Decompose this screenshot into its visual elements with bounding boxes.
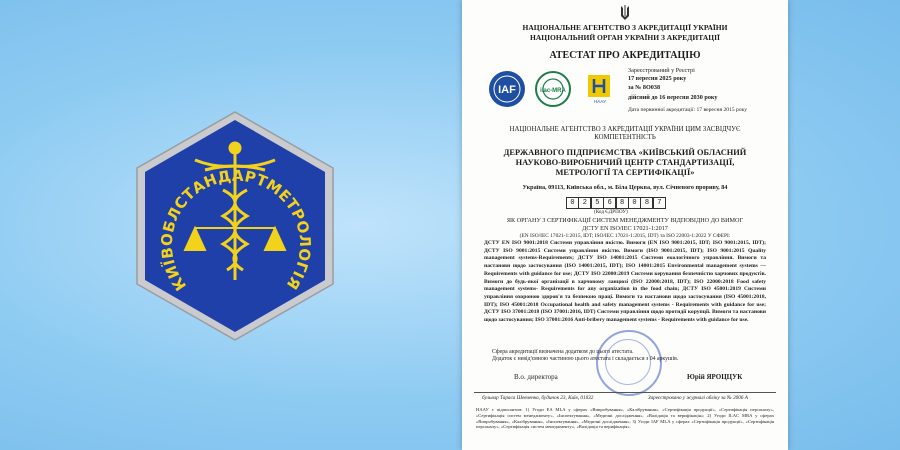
- office-address: бульвар Тараса Шевченка, будинок 23, Київ, 01032: [482, 395, 594, 401]
- registry-note: Зареєстровано у журналі обліку за № 2006 А: [648, 395, 748, 401]
- org-address: Україна, 09113, Київська обл., м. Біла Церква, вул. Січневого прориву, 84: [522, 184, 728, 191]
- org-name-line-1: ДЕРЖАВНОГО ПІДПРИЄМСТВА «КИЇВСЬКИЙ ОБЛАСНИЙ: [503, 148, 747, 157]
- edrpou-code: [566, 197, 665, 209]
- iaf-badge-icon: [488, 70, 526, 108]
- edrpou-digit: 6: [603, 197, 616, 209]
- org-name-line-2: НАУКОВО-ВИРОБНИЧИЙ ЦЕНТР СТАНДАРТИЗАЦІЇ,: [515, 158, 735, 167]
- org-name-line-3: МЕТРОЛОГІЇ ТА СЕРТИФІКАЦІЇ»: [555, 168, 695, 177]
- signer-title: В.о. директора: [514, 373, 558, 381]
- annex-line-2: Додаток є невід'ємною частиною цього атестата і складається з 04 аркушів.: [492, 356, 679, 362]
- nau-badge-icon: [580, 73, 620, 105]
- registered-line: Зареєстрований у Реєстрі: [628, 67, 695, 74]
- annex-line-1: Сфера акредитації визначена додатком до цього атестата.: [492, 349, 634, 355]
- agency-subtitle: НАЦІОНАЛЬНИЙ ОРГАН УКРАЇНИ З АКРЕДИТАЦІЇ: [530, 33, 720, 42]
- signer-name: Юрій ЯРОЦЦУК: [687, 373, 743, 381]
- footer-signatory-note: НААУ є підписантом: 1) Угоди EA MLA у сферах «Випробування», «Калібрування», «Сертифікація продукції», «Сертифікація персоналу», «Сертифікація систем менеджменту», «Інспектування», «Медичні дослідження», «Валідація та верифікація»; 2) Угоди ILAC MRA у сферах «Випробування», «Калібрування», «Інспектування», «Медичні дослідження»; 3) Угоди IAF MLA у сферах «Сертифікація продукції», «Сертифікація персоналу», «Сертифікація систем менеджменту», «Валідація та верифікація».: [476, 407, 774, 430]
- logo-arc-text: КИЇВОБЛСТАНДАРТМЕТРОЛОГІЯ: [157, 166, 315, 295]
- first-accreditation-date: Дата первинної акредитації: 17 вересня 2015 року: [628, 107, 748, 113]
- certify-text-2: КОМПЕТЕНТНІСТЬ: [594, 134, 656, 141]
- edrpou-digit: 5: [591, 197, 604, 209]
- edrpou-digit: 8: [640, 197, 653, 209]
- svg-text:ilac-MRA: ilac-MRA: [540, 88, 566, 94]
- accreditation-scope: ДСТУ EN ISO 9001:2018 Системи управління якістю. Вимоги (EN ISO 9001:2015, IDT; ISO 9001:2015, IDT); ДСТУ ISO 9001:2015 Системи управління якістю. Вимоги (ISO 9001:2015, IDT); ISO 9001:2015 Quality management systems-Requirements; ДСТУ ISO 14001:2015 Системи екологічного управління. Вимоги та настанови щодо застосування (ISO 14001:2015, IDT); ISO 14001:2015 Environmental management systems — Requirements with guidance for use; ДСТУ ISO 22000:2019 Системи керування безпечністю харчових продуктів. Вимоги до будь-якої організації в харчовому ланцюзі (ISO 22000:2018, IDT); ISO 22000:2018 Food safety management systems- Requirements for any organization in the food chain; ДСТУ ISO 45001:2019 Системи управління охороною здоров'я та безпекою праці. Вимоги та настанови щодо застосування (ISO 45001:2018, IDT); ISO 45001:2018 Occupational health and safety management systems - Requirements with guidance for use; ДСТУ ISO 37001:2018 (ISO 37001:2016, IDT) Системи управління щодо протидії корупції. Вимоги та настанови щодо застосування; ISO 37001:2016 Anti-bribery management systems - Requirements with guidance for use.: [484, 240, 766, 324]
- certificate-number: за № 8О038: [628, 84, 661, 91]
- ilac-badge-icon: [534, 70, 572, 108]
- certify-text-1: НАЦІОНАЛЬНЕ АГЕНТСТВО З АКРЕДИТАЦІЇ УКРАЇНИ ЦИМ ЗАСВІДЧУЄ: [509, 126, 741, 133]
- edrpou-digit: 7: [653, 197, 666, 209]
- edrpou-digit: 0: [628, 197, 641, 209]
- role-line-1: ЯК ОРГАНУ З СЕРТИФІКАЦІЇ СИСТЕМ МЕНЕДЖМЕНТУ ВІДПОВІДНО ДО ВИМОГ: [506, 217, 744, 224]
- svg-text:IAF: IAF: [498, 84, 516, 96]
- edrpou-digit: 8: [616, 197, 629, 209]
- role-line-3: (EN ISO/IEC 17021-1:2015, IDT; ISO/IEC 17021-1:2015, IDT) та ISO 22003-1:2022 У СФЕРІ:: [519, 233, 731, 239]
- edrpou-digit: 0: [566, 197, 579, 209]
- accreditation-certificate: [462, 0, 788, 450]
- edrpou-label: (Код ЄДРПОУ): [594, 209, 628, 215]
- kyivoblstandartmetrologiya-logo: [135, 110, 335, 342]
- role-line-2: ДСТУ EN ISO/IEC 17021-1:2017: [582, 225, 668, 232]
- registered-date: 17 вересня 2025 року: [628, 75, 687, 82]
- agency-title: НАЦІОНАЛЬНЕ АГЕНТСТВО З АКРЕДИТАЦІЇ УКРАЇНИ: [522, 23, 728, 32]
- doc-title: АТЕСТАТ ПРО АКРЕДИТАЦІЮ: [549, 50, 701, 61]
- trident-icon: [619, 4, 631, 22]
- valid-until: дійсний до 16 вересня 2030 року: [628, 94, 718, 101]
- svg-text:НААУ: НААУ: [594, 99, 606, 104]
- edrpou-digit: 2: [578, 197, 591, 209]
- divider: [474, 392, 776, 393]
